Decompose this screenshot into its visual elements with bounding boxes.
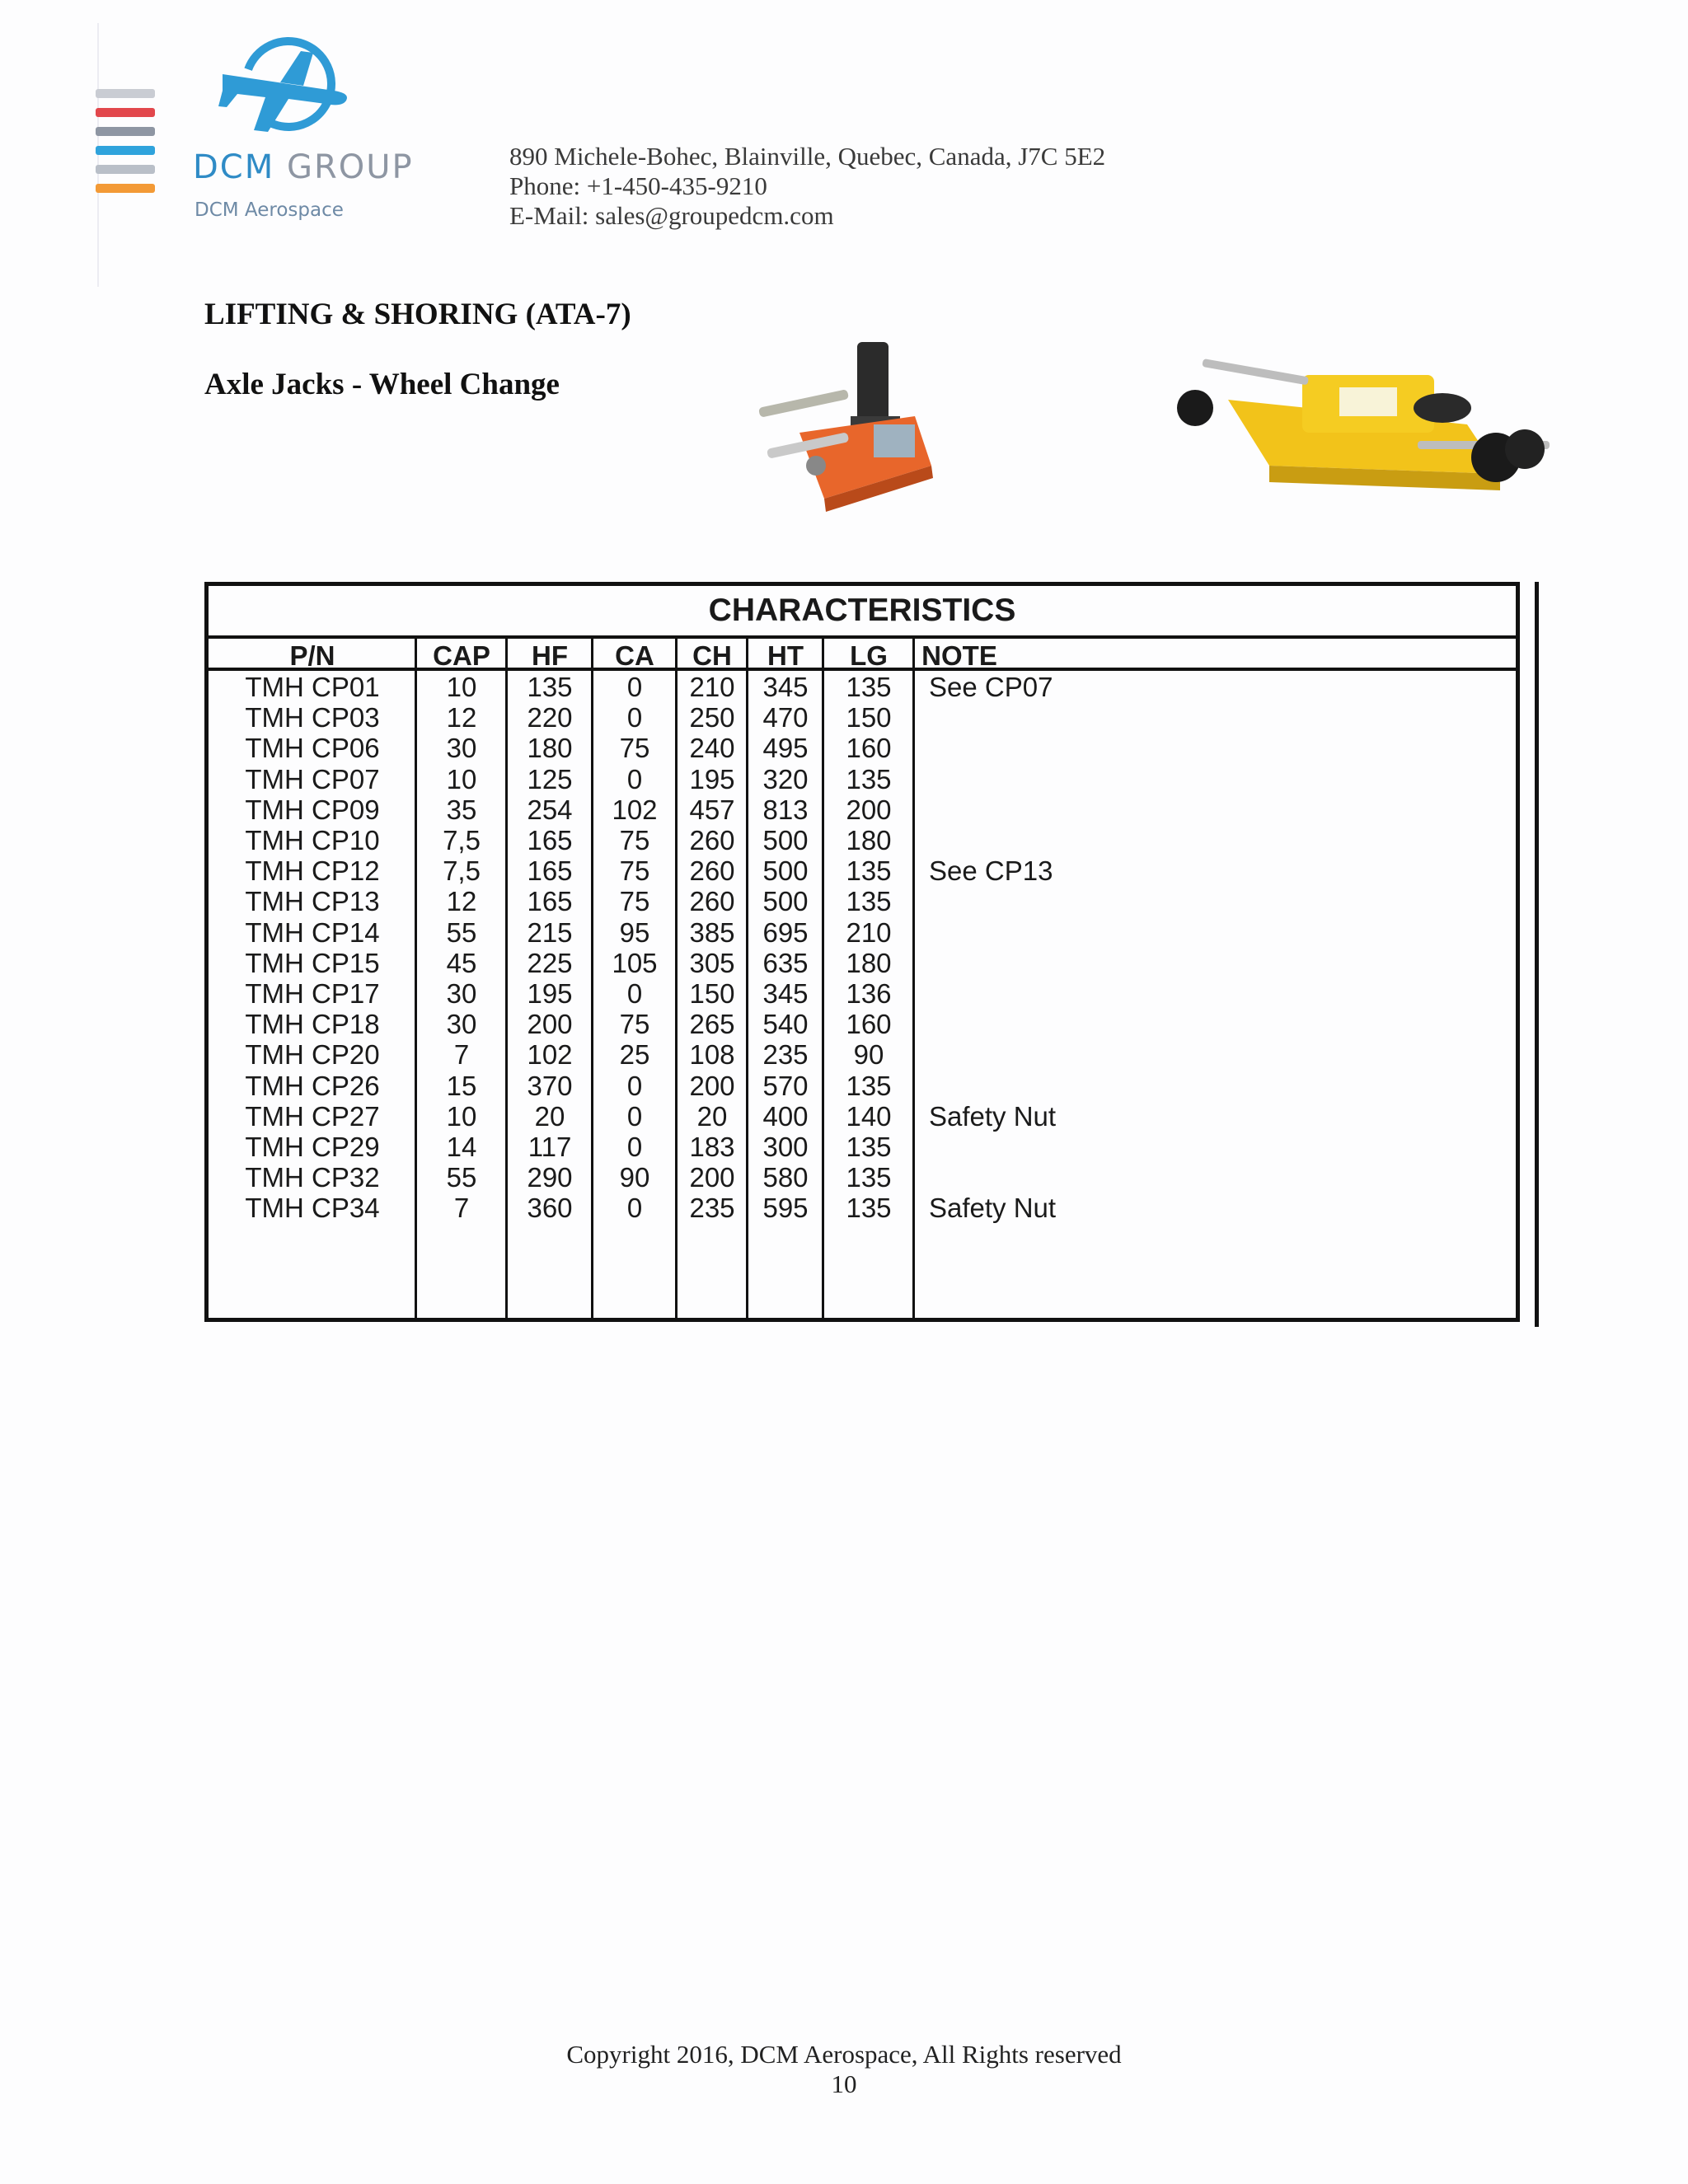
- cell-ch: 235: [689, 1193, 735, 1224]
- cell-ht: 595: [762, 1193, 809, 1224]
- cell-pn: TMH CP14: [245, 916, 380, 948]
- cell-hf: 225: [527, 947, 573, 978]
- cell-lg: 135: [846, 1162, 892, 1193]
- cell-pn: TMH CP10: [245, 825, 380, 855]
- table-row: [209, 917, 1516, 948]
- column-header-lg: LG: [850, 640, 888, 671]
- table-row: [209, 1101, 1516, 1132]
- cell-note: See CP07: [929, 672, 1053, 702]
- cell-ht: 235: [762, 1039, 809, 1071]
- cell-ca: 25: [619, 1039, 650, 1071]
- cell-ca: 105: [612, 947, 658, 978]
- cell-hf: 200: [527, 1009, 573, 1040]
- cell-ch: 20: [696, 1100, 728, 1132]
- cell-ht: 580: [762, 1162, 809, 1193]
- cell-ht: 813: [762, 794, 809, 825]
- logo-stripe: [96, 89, 155, 98]
- cell-ch: 260: [689, 825, 735, 855]
- cell-hf: 165: [527, 886, 573, 917]
- column-divider: [675, 639, 678, 1318]
- cell-lg: 135: [846, 886, 892, 917]
- table-row: [209, 825, 1516, 855]
- cell-ca: 75: [619, 733, 650, 764]
- cell-ch: 265: [689, 1009, 735, 1040]
- page-number: 10: [831, 2069, 857, 2098]
- brand-name: DCM GROUP: [193, 148, 414, 186]
- cell-cap: 7: [453, 1039, 470, 1071]
- cell-ch: 457: [689, 794, 735, 825]
- axle-jack-photo-yellow: [1170, 334, 1550, 523]
- address: 890 Michele-Bohec, Blainville, Quebec, Canada, J7C 5E2: [509, 142, 1106, 171]
- cell-ch: 200: [689, 1070, 735, 1101]
- cell-hf: 370: [527, 1070, 573, 1101]
- cell-ca: 0: [626, 763, 643, 794]
- cell-ht: 470: [762, 702, 809, 733]
- cell-pn: TMH CP20: [245, 1039, 380, 1071]
- cell-cap: 30: [446, 1009, 477, 1040]
- cell-lg: 136: [846, 978, 892, 1009]
- cell-ch: 210: [689, 672, 735, 702]
- table-row: [209, 764, 1516, 794]
- cell-pn: TMH CP07: [245, 763, 380, 794]
- cell-hf: 290: [527, 1162, 573, 1193]
- logo-stripe: [96, 108, 155, 117]
- cell-pn: TMH CP29: [245, 1132, 380, 1162]
- cell-lg: 180: [846, 947, 892, 978]
- cell-ch: 260: [689, 886, 735, 917]
- cell-cap: 45: [446, 947, 477, 978]
- column-divider: [415, 639, 417, 1318]
- email: E-Mail: sales@groupedcm.com: [509, 201, 834, 230]
- cell-hf: 360: [527, 1193, 573, 1224]
- column-divider: [912, 639, 915, 1318]
- column-header-hf: HF: [532, 640, 568, 671]
- table-row: [209, 702, 1516, 733]
- subsection-title: Axle Jacks - Wheel Change: [204, 368, 560, 401]
- cell-hf: 125: [527, 763, 573, 794]
- cell-ca: 0: [626, 1132, 643, 1162]
- cell-cap: 7: [453, 1193, 470, 1224]
- table-row: [209, 1039, 1516, 1070]
- cell-ca: 0: [626, 1193, 643, 1224]
- cell-cap: 15: [446, 1070, 477, 1101]
- cell-hf: 117: [528, 1132, 572, 1162]
- cell-cap: 12: [446, 702, 477, 733]
- cell-lg: 90: [853, 1039, 884, 1071]
- cell-ca: 0: [626, 1100, 643, 1132]
- cell-ca: 75: [619, 855, 650, 887]
- axle-jack-photo-orange: [750, 326, 1014, 523]
- cell-ch: 305: [689, 947, 735, 978]
- cell-pn: TMH CP18: [245, 1009, 380, 1040]
- brand-subtitle: DCM Aerospace: [195, 199, 344, 221]
- cell-pn: TMH CP27: [245, 1100, 380, 1132]
- logo-stripes: [96, 89, 155, 203]
- cell-ht: 300: [762, 1132, 809, 1162]
- cell-ht: 500: [762, 855, 809, 887]
- cell-ca: 75: [619, 886, 650, 917]
- cell-lg: 135: [846, 1132, 892, 1162]
- table-row: [209, 948, 1516, 978]
- cell-ca: 0: [626, 1070, 643, 1101]
- section-title: LIFTING & SHORING (ATA-7): [204, 298, 631, 331]
- contact-block: [509, 142, 1105, 231]
- cell-lg: 180: [846, 825, 892, 855]
- cell-lg: 160: [846, 1009, 892, 1040]
- table-row: [209, 1162, 1516, 1193]
- cell-hf: 20: [534, 1100, 565, 1132]
- cell-pn: TMH CP15: [245, 947, 380, 978]
- cell-pn: TMH CP01: [245, 672, 380, 702]
- cell-ch: 183: [689, 1132, 735, 1162]
- cell-ht: 540: [762, 1009, 809, 1040]
- cell-cap: 10: [446, 1100, 477, 1132]
- column-header-cap: CAP: [433, 640, 490, 671]
- table-row: [209, 978, 1516, 1009]
- cell-ht: 320: [762, 763, 809, 794]
- cell-ca: 75: [619, 1009, 650, 1040]
- cell-ch: 108: [689, 1039, 735, 1071]
- table-row: [209, 794, 1516, 825]
- cell-cap: 10: [446, 672, 477, 702]
- table-row: [209, 1132, 1516, 1162]
- column-header-ht: HT: [767, 640, 804, 671]
- cell-cap: 14: [446, 1132, 477, 1162]
- table-row: [209, 733, 1516, 763]
- page-footer: [0, 2040, 1688, 2099]
- cell-ch: 385: [689, 916, 735, 948]
- cell-hf: 102: [527, 1039, 573, 1071]
- table-row: [209, 1009, 1516, 1039]
- cell-ca: 0: [626, 978, 643, 1009]
- cell-cap: 7,5: [443, 855, 481, 887]
- cell-ca: 90: [619, 1162, 650, 1193]
- cell-lg: 135: [846, 672, 892, 702]
- cell-pn: TMH CP13: [245, 886, 380, 917]
- cell-hf: 165: [527, 825, 573, 855]
- cell-ch: 150: [689, 978, 735, 1009]
- cell-ch: 260: [689, 855, 735, 887]
- cell-ch: 250: [689, 702, 735, 733]
- cell-cap: 10: [446, 763, 477, 794]
- cell-ca: 95: [619, 916, 650, 948]
- cell-pn: TMH CP06: [245, 733, 380, 764]
- cell-hf: 135: [527, 672, 573, 702]
- cell-ht: 500: [762, 886, 809, 917]
- cell-lg: 150: [846, 702, 892, 733]
- logo-stripe: [96, 127, 155, 136]
- characteristics-table: [204, 582, 1520, 1322]
- cell-cap: 30: [446, 978, 477, 1009]
- cell-lg: 200: [846, 794, 892, 825]
- column-header-ca: CA: [615, 640, 654, 671]
- cell-cap: 30: [446, 733, 477, 764]
- cell-ht: 400: [762, 1100, 809, 1132]
- cell-lg: 140: [846, 1100, 892, 1132]
- cell-ht: 635: [762, 947, 809, 978]
- cell-ch: 195: [689, 763, 735, 794]
- cell-cap: 35: [446, 794, 477, 825]
- cell-ht: 345: [762, 978, 809, 1009]
- table-row: [209, 672, 1516, 702]
- table-row: [209, 1193, 1516, 1223]
- cell-ht: 570: [762, 1070, 809, 1101]
- cell-hf: 165: [527, 855, 573, 887]
- cell-ca: 0: [626, 702, 643, 733]
- cell-cap: 7,5: [443, 825, 481, 855]
- column-divider: [505, 639, 508, 1318]
- cell-lg: 210: [846, 916, 892, 948]
- cell-lg: 135: [846, 1193, 892, 1224]
- phone: Phone: +1-450-435-9210: [509, 171, 767, 200]
- column-header-pn: P/N: [289, 640, 335, 671]
- cell-ca: 102: [612, 794, 658, 825]
- column-header-note: NOTE: [921, 640, 997, 671]
- cell-ca: 0: [626, 672, 643, 702]
- cell-cap: 55: [446, 916, 477, 948]
- column-divider: [746, 639, 748, 1318]
- cell-hf: 195: [527, 978, 573, 1009]
- cell-hf: 180: [527, 733, 573, 764]
- cell-note: See CP13: [929, 855, 1053, 887]
- cell-pn: TMH CP09: [245, 794, 380, 825]
- column-divider: [591, 639, 593, 1318]
- table-header-row: [209, 639, 1516, 671]
- cell-pn: TMH CP03: [245, 702, 380, 733]
- table-side-bar: [1535, 582, 1539, 1327]
- cell-hf: 220: [527, 702, 573, 733]
- cell-cap: 55: [446, 1162, 477, 1193]
- cell-pn: TMH CP26: [245, 1070, 380, 1101]
- cell-ht: 495: [762, 733, 809, 764]
- cell-hf: 215: [527, 916, 573, 948]
- logo-stripe: [96, 165, 155, 174]
- copyright-text: Copyright 2016, DCM Aerospace, All Rights reserved: [566, 2040, 1122, 2069]
- cell-ch: 240: [689, 733, 735, 764]
- cell-note: Safety Nut: [929, 1100, 1057, 1132]
- table-row: [209, 1071, 1516, 1101]
- logo-stripe: [96, 146, 155, 155]
- column-divider: [822, 639, 824, 1318]
- cell-hf: 254: [527, 794, 573, 825]
- cell-cap: 12: [446, 886, 477, 917]
- cell-ht: 345: [762, 672, 809, 702]
- cell-lg: 135: [846, 855, 892, 887]
- cell-ca: 75: [619, 825, 650, 855]
- cell-pn: TMH CP17: [245, 978, 380, 1009]
- cell-lg: 135: [846, 763, 892, 794]
- cell-lg: 135: [846, 1070, 892, 1101]
- cell-ch: 200: [689, 1162, 735, 1193]
- table-row: [209, 886, 1516, 916]
- cell-ht: 500: [762, 825, 809, 855]
- cell-pn: TMH CP34: [245, 1193, 380, 1224]
- cell-lg: 160: [846, 733, 892, 764]
- cell-note: Safety Nut: [929, 1193, 1057, 1224]
- table-row: [209, 855, 1516, 886]
- cell-pn: TMH CP12: [245, 855, 380, 887]
- cell-pn: TMH CP32: [245, 1162, 380, 1193]
- column-header-ch: CH: [692, 640, 732, 671]
- cell-ht: 695: [762, 916, 809, 948]
- logo-stripe: [96, 184, 155, 193]
- table-title: CHARACTERISTICS: [209, 586, 1516, 639]
